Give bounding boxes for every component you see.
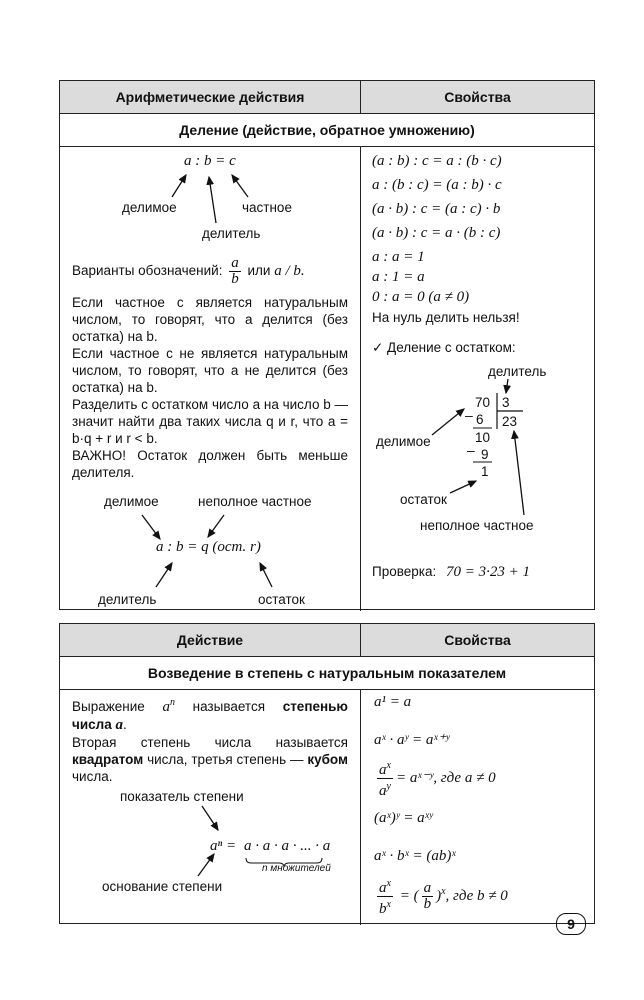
power-prop-3: $\frac{a^x}{a^y}$ = aˣ⁻ʸ, где a ≠ 0	[379, 760, 496, 799]
definition-3: Разделить с остатком число a на число b — значит найти два таких числа q и r, что a = b·q + r и r < b.	[72, 397, 348, 446]
division-formula: a : b = c	[184, 153, 236, 169]
definition-2: Если частное c не является натуральным числом, то говорят, что a не делится (без остатка) на b.	[72, 346, 348, 395]
label-base: основание степени	[102, 879, 223, 894]
ld-dividend: 70	[475, 395, 491, 410]
page-number: 9	[556, 913, 586, 935]
header-properties-2: Свойства	[444, 632, 511, 648]
ld-divisor-label: делитель	[488, 364, 547, 379]
label-quotient: частное	[242, 200, 292, 215]
prop-7: 0 : a = 0 (a ≠ 0)	[372, 289, 470, 305]
prop-4: (a · b) : c = a · (b : c)	[372, 225, 501, 241]
label-divisor-2: делитель	[98, 592, 157, 607]
ld-remainder: 1	[481, 464, 489, 479]
prop-1: (a : b) : c = a : (b · c)	[372, 153, 502, 169]
division-body	[60, 147, 594, 611]
svg-text:–: –	[465, 407, 473, 423]
ld-dividend-label: делимое	[376, 434, 431, 449]
power-lhs: aⁿ =	[210, 838, 237, 854]
prop-2: a : (b : c) = (a : b) · c	[372, 177, 502, 193]
header-properties: Свойства	[444, 89, 511, 105]
power-rhs: a · a · a · ... · a	[244, 838, 331, 854]
division-table	[59, 80, 595, 610]
definition-1: Если частное c является натуральным числом, то говорят, что a делится (без остатка) на b.	[72, 295, 348, 344]
power-prop-4: (aˣ)ʸ = aˣʸ	[374, 810, 433, 826]
ld-sub-2: 9	[481, 447, 489, 462]
important-note: ВАЖНО! Остаток должен быть меньше делителя.	[72, 448, 348, 480]
power-body	[60, 690, 594, 925]
label-exponent: показатель степени	[120, 789, 244, 804]
prop-5: a : a = 1	[372, 249, 425, 265]
prop-3: (a · b) : c = (a : c) · b	[372, 201, 501, 217]
ld-quotient: 23	[502, 414, 518, 429]
power-prop-6: $\frac{a^x}{b^x}$ = ( $\frac{a}{b}$ )$^x$, где b ≠ 0	[379, 878, 508, 917]
ld-sub-1: 6	[476, 412, 484, 427]
table-header-2	[60, 624, 594, 657]
header-action: Действие	[60, 624, 361, 656]
zero-division-note: На нуль делить нельзя!	[372, 310, 520, 325]
ld-partial-label: неполное частное	[420, 518, 534, 533]
power-prop-5: aˣ · bˣ = (ab)ˣ	[374, 848, 456, 864]
ld-rem-1: 10	[475, 430, 491, 445]
section-title-2: Возведение в степень с натуральным показателем	[60, 657, 594, 690]
prop-6: a : 1 = a	[372, 269, 425, 285]
remainder-title: ✓ Деление с остатком:	[372, 340, 516, 355]
long-division-lines	[60, 147, 596, 611]
check-line: Проверка: 70 = 3·23 + 1	[372, 564, 530, 580]
section-title: Деление (действие, обратное умножению)	[60, 114, 594, 147]
svg-text:–: –	[467, 442, 475, 458]
notation-fraction: $\frac{a}{b}$	[231, 254, 239, 287]
notation-line: Варианты обозначений: $\frac{a}{b}$ или a / b.	[72, 254, 305, 287]
label-dividend: делимое	[122, 200, 177, 215]
power-underbrace-label: n множителей	[262, 863, 331, 874]
label-divisor: делитель	[202, 226, 261, 241]
label-dividend-2: делимое	[104, 494, 159, 509]
remainder-formula: a : b = q (ост. r)	[156, 539, 261, 555]
header-actions: Арифметические действия	[60, 81, 361, 113]
power-definition: Выражение $a^n$ называется степенью числа a. Вторая степень числа называется квадратом числа, третья степень — кубом числа.	[72, 697, 348, 784]
power-table	[59, 623, 595, 924]
label-remainder: остаток	[258, 592, 305, 607]
power-prop-1: a¹ = a	[374, 694, 412, 710]
ld-divisor: 3	[502, 395, 510, 410]
power-prop-2: aˣ · aʸ = aˣ⁺ʸ	[374, 732, 450, 748]
table-header	[60, 81, 594, 114]
label-partial-quotient: неполное частное	[198, 494, 312, 509]
power-arrows	[60, 690, 360, 925]
ld-remainder-label: остаток	[400, 492, 447, 507]
